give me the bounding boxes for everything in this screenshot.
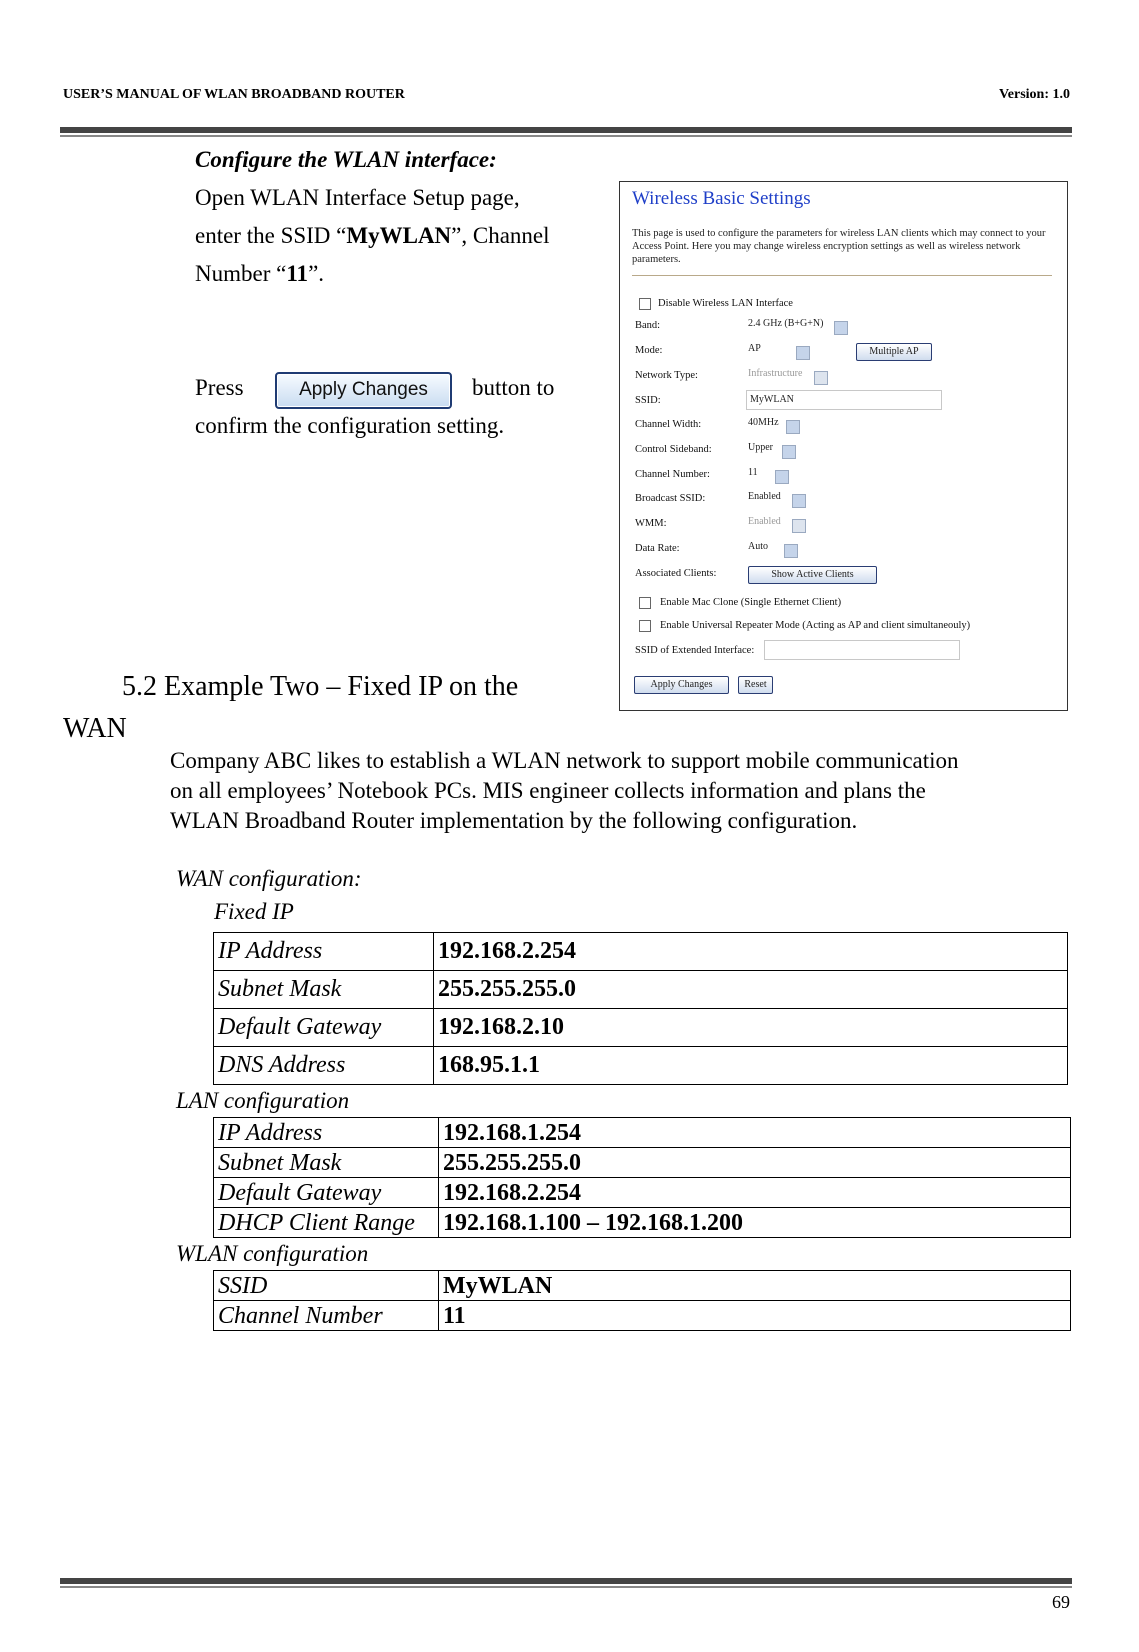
mode-label: Mode: xyxy=(635,345,663,356)
channel-emphasis: 11 xyxy=(286,261,309,286)
table-row xyxy=(214,1009,1068,1047)
mode-select-value[interactable]: AP xyxy=(748,343,761,354)
table-row xyxy=(214,1118,1071,1148)
channel-number-value[interactable]: 11 xyxy=(748,467,758,478)
ssid-emphasis: MyWLAN xyxy=(346,223,452,248)
footer-rule xyxy=(60,1578,1072,1584)
universal-repeater-checkbox[interactable] xyxy=(639,620,651,632)
section-title-line-1: 5.2 Example Two – Fixed IP on the xyxy=(122,671,519,702)
header-rule-thin xyxy=(60,135,1072,137)
mac-clone-label: Enable Mac Clone (Single Ethernet Client) xyxy=(660,597,842,608)
row-key: Default Gateway xyxy=(214,1009,434,1047)
multiple-ap-button[interactable]: Multiple AP xyxy=(856,343,932,361)
fixed-ip-subheading: Fixed IP xyxy=(214,899,294,924)
wmm-label: WMM: xyxy=(635,518,667,529)
apply-changes-button-image: Apply Changes xyxy=(275,372,452,409)
control-sideband-label: Control Sideband: xyxy=(635,444,712,455)
show-active-clients-button[interactable]: Show Active Clients xyxy=(748,566,877,584)
table-row xyxy=(214,971,1068,1009)
paragraph-line-1: Company ABC likes to establish a WLAN network to support mobile communication xyxy=(170,748,959,773)
manual-title: USER’S MANUAL OF WLAN BROADBAND ROUTER xyxy=(63,87,405,102)
row-key: SSID xyxy=(214,1271,439,1301)
wlan-config-table xyxy=(213,1270,1071,1331)
panel-title: Wireless Basic Settings xyxy=(632,188,811,209)
ssid-extended-input[interactable] xyxy=(764,640,960,660)
button-to-text: button to xyxy=(472,375,555,400)
row-key: IP Address xyxy=(214,933,434,971)
row-key: Subnet Mask xyxy=(214,971,434,1009)
table-row xyxy=(214,1148,1071,1178)
universal-repeater-label: Enable Universal Repeater Mode (Acting as AP and client simultaneouly) xyxy=(660,620,971,631)
panel-divider xyxy=(632,275,1052,276)
row-value: 192.168.2.10 xyxy=(434,1009,1068,1047)
band-label: Band: xyxy=(635,320,661,331)
intro-line-2: enter the SSID “MyWLAN”, Channel xyxy=(195,223,550,248)
network-type-label: Network Type: xyxy=(635,370,698,381)
broadcast-ssid-dropdown-icon[interactable] xyxy=(792,494,806,508)
ssid-input-value: MyWLAN xyxy=(750,394,794,405)
row-key: DHCP Client Range xyxy=(214,1208,439,1238)
row-key: Default Gateway xyxy=(214,1178,439,1208)
broadcast-ssid-label: Broadcast SSID: xyxy=(635,493,706,504)
control-sideband-dropdown-icon[interactable] xyxy=(782,445,796,459)
row-value: 255.255.255.0 xyxy=(439,1148,1071,1178)
row-value: 255.255.255.0 xyxy=(434,971,1068,1009)
table-row xyxy=(214,1208,1071,1238)
wmm-value: Enabled xyxy=(748,516,781,527)
mac-clone-checkbox[interactable] xyxy=(639,597,651,609)
confirm-text: confirm the configuration setting. xyxy=(195,413,505,438)
intro-line-3: Number “11”. xyxy=(195,261,325,286)
channel-number-label: Channel Number: xyxy=(635,469,710,480)
version-label: Version: 1.0 xyxy=(998,87,1070,102)
disable-wlan-label: Disable Wireless LAN Interface xyxy=(658,298,793,309)
row-value: 192.168.1.100 – 192.168.1.200 xyxy=(439,1208,1071,1238)
ssid-label: SSID: xyxy=(635,395,661,406)
configure-heading: Configure the WLAN interface: xyxy=(195,147,497,172)
page-number: 69 xyxy=(1052,1592,1070,1612)
band-dropdown-icon[interactable] xyxy=(834,321,848,335)
network-type-value: Infrastructure xyxy=(748,368,803,379)
table-row xyxy=(214,1047,1068,1085)
band-select-value[interactable]: 2.4 GHz (B+G+N) xyxy=(748,318,824,329)
row-value: 11 xyxy=(439,1301,1071,1331)
row-value: 192.168.2.254 xyxy=(434,933,1068,971)
associated-clients-label: Associated Clients: xyxy=(635,568,717,579)
channel-number-dropdown-icon[interactable] xyxy=(775,470,789,484)
panel-apply-changes-button[interactable]: Apply Changes xyxy=(634,676,729,694)
press-text: Press xyxy=(195,375,244,400)
table-row xyxy=(214,1271,1071,1301)
row-key: DNS Address xyxy=(214,1047,434,1085)
row-key: Subnet Mask xyxy=(214,1148,439,1178)
lan-config-table xyxy=(213,1117,1071,1238)
row-value: MyWLAN xyxy=(439,1271,1071,1301)
disable-wlan-checkbox[interactable] xyxy=(639,298,651,310)
lan-config-heading: LAN configuration xyxy=(176,1088,350,1113)
table-row xyxy=(214,933,1068,971)
row-key: IP Address xyxy=(214,1118,439,1148)
footer-rule-thin xyxy=(60,1586,1072,1588)
row-value: 192.168.1.254 xyxy=(439,1118,1071,1148)
wlan-config-heading: WLAN configuration xyxy=(176,1241,369,1266)
header-rule xyxy=(60,127,1072,133)
control-sideband-value[interactable]: Upper xyxy=(748,442,773,453)
data-rate-value[interactable]: Auto xyxy=(748,541,768,552)
mode-dropdown-icon[interactable] xyxy=(796,346,810,360)
paragraph-line-2: on all employees’ Notebook PCs. MIS engineer collects information and plans the xyxy=(170,778,926,803)
wan-config-table xyxy=(213,932,1068,1085)
network-type-dropdown-icon xyxy=(814,371,828,385)
table-row xyxy=(214,1178,1071,1208)
intro-line-1: Open WLAN Interface Setup page, xyxy=(195,185,520,210)
row-value: 192.168.2.254 xyxy=(439,1178,1071,1208)
row-value: 168.95.1.1 xyxy=(434,1047,1068,1085)
channel-width-value[interactable]: 40MHz xyxy=(748,417,779,428)
data-rate-dropdown-icon[interactable] xyxy=(784,544,798,558)
wan-config-heading: WAN configuration: xyxy=(176,866,362,891)
section-title-line-2: WAN xyxy=(63,713,127,744)
wmm-dropdown-icon xyxy=(792,519,806,533)
channel-width-dropdown-icon[interactable] xyxy=(786,420,800,434)
ssid-extended-label: SSID of Extended Interface: xyxy=(635,645,755,656)
data-rate-label: Data Rate: xyxy=(635,543,680,554)
panel-description: This page is used to configure the parameters for wireless LAN clients which may connect to your Access Point. Here you may change wireless encryption settings as well as wireless network parameters. xyxy=(632,228,1046,265)
row-key: Channel Number xyxy=(214,1301,439,1331)
wireless-basic-settings-screenshot xyxy=(619,181,1068,711)
channel-width-label: Channel Width: xyxy=(635,419,702,430)
broadcast-ssid-value[interactable]: Enabled xyxy=(748,491,781,502)
table-row xyxy=(214,1301,1071,1331)
paragraph-line-3: WLAN Broadband Router implementation by the following configuration. xyxy=(170,808,858,833)
panel-reset-button[interactable]: Reset xyxy=(738,676,773,694)
